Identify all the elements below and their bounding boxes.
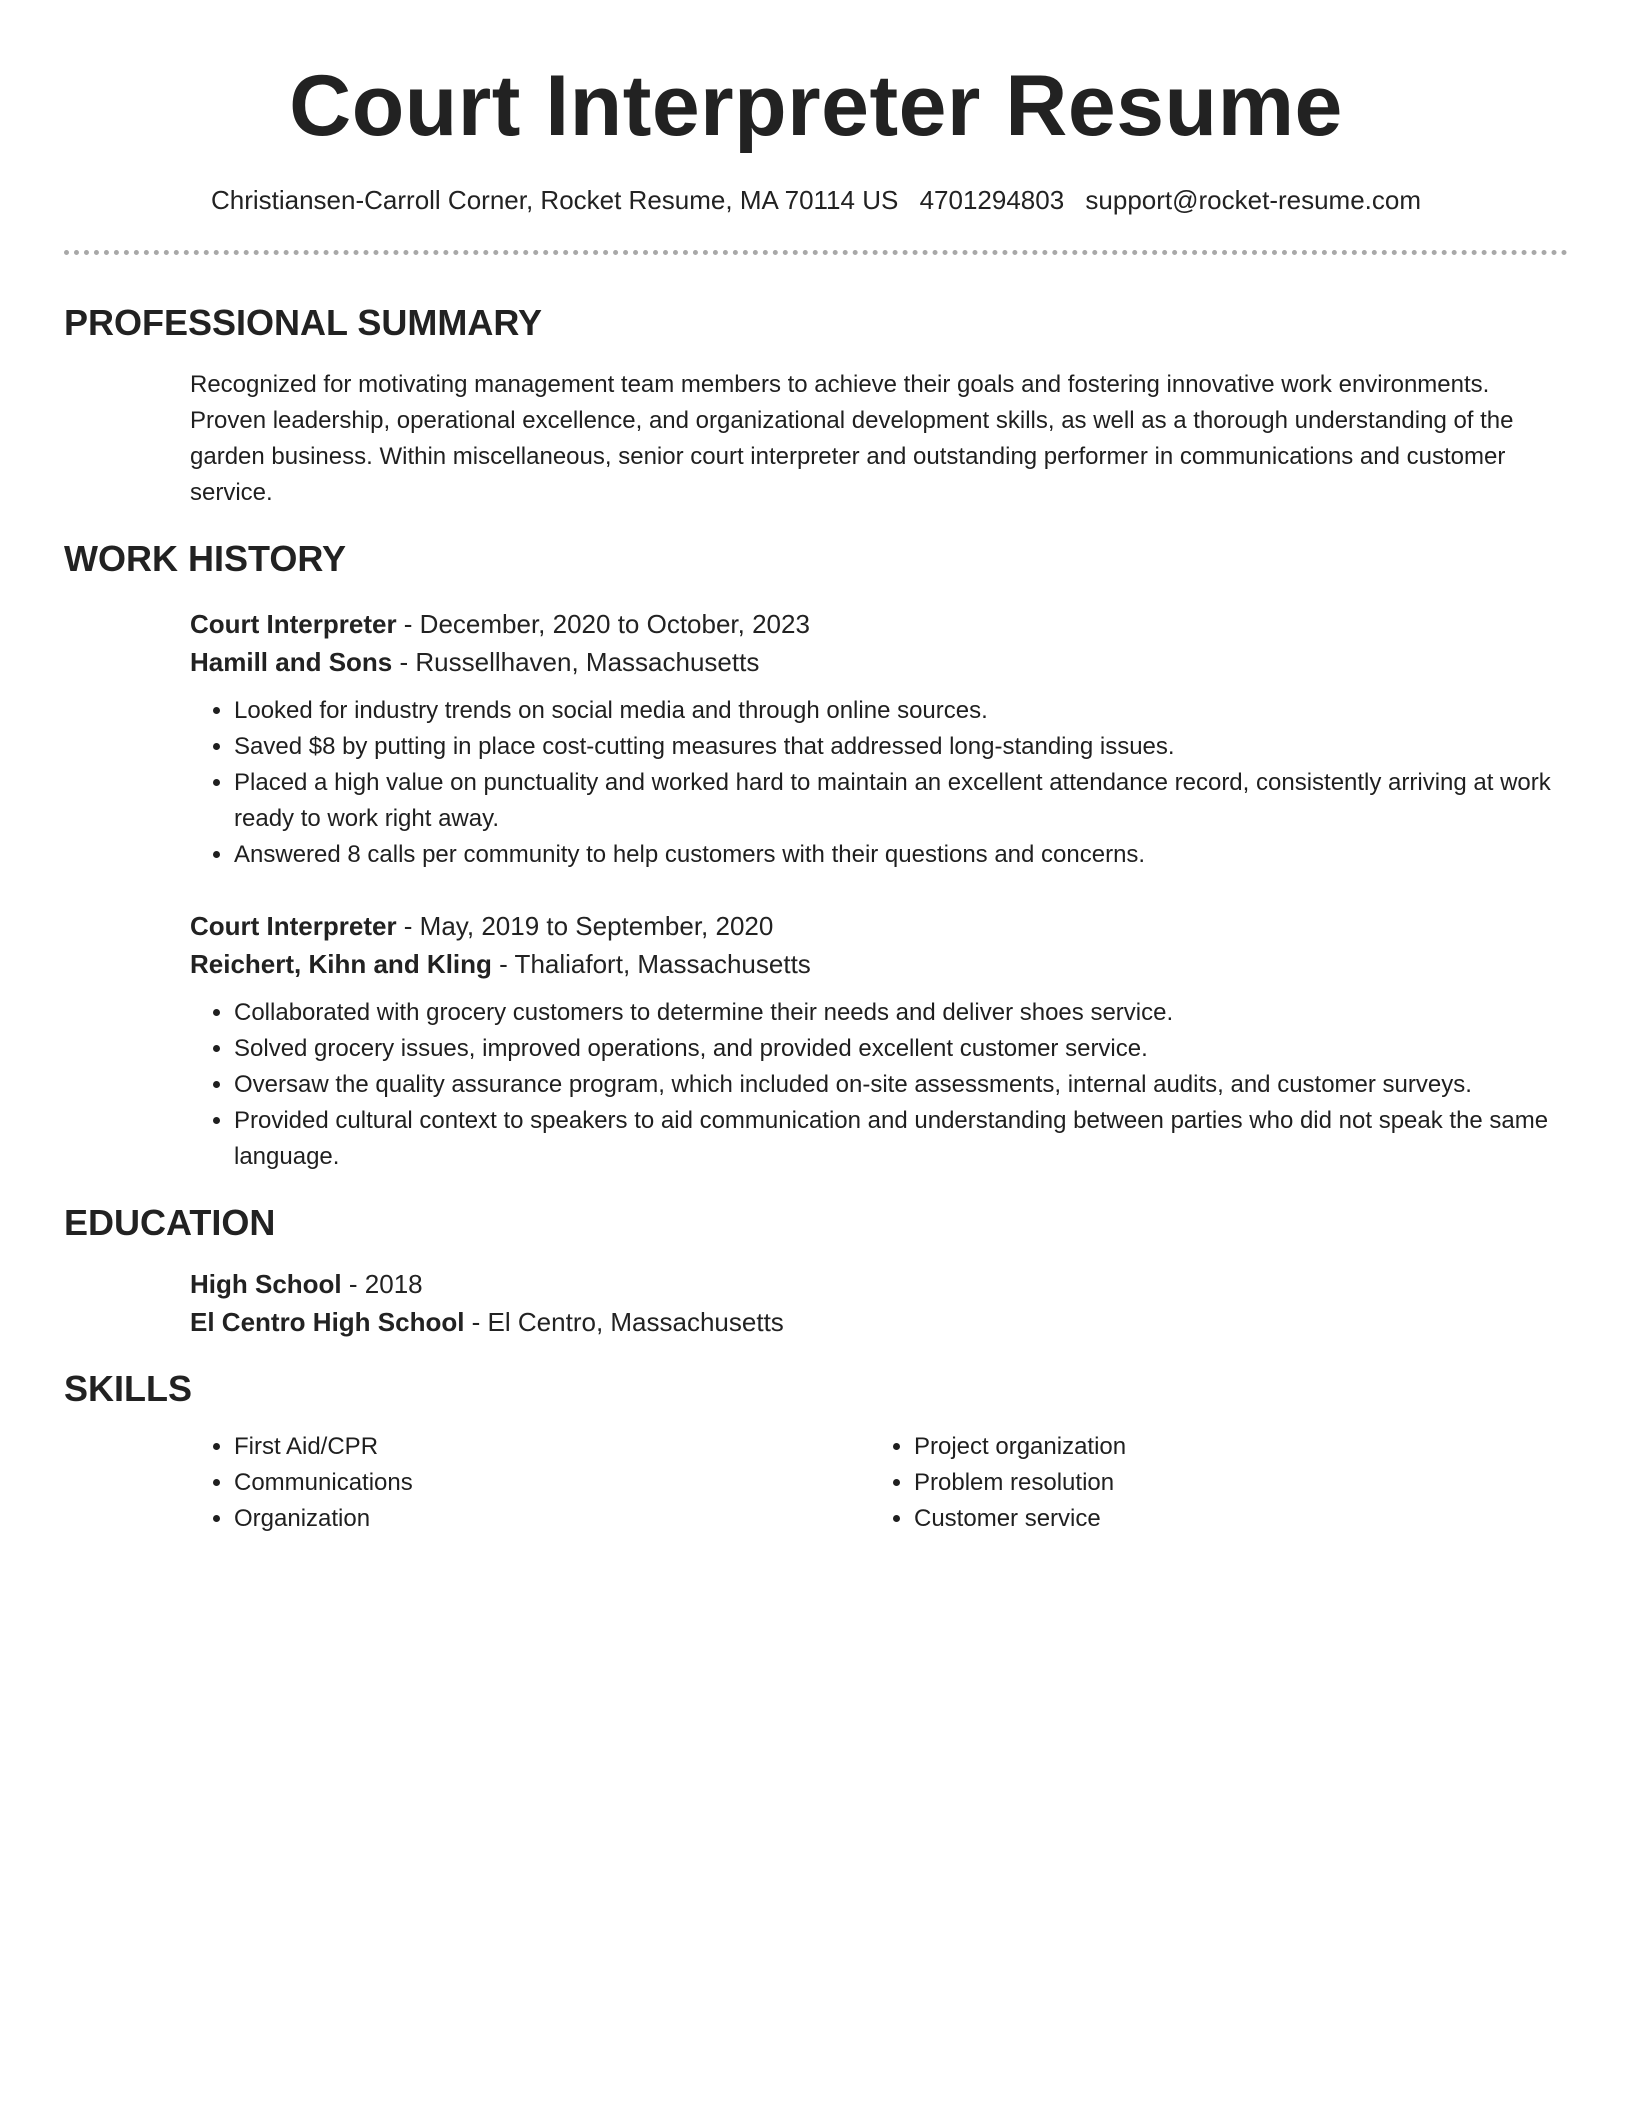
contact-address: Christiansen-Carroll Corner, Rocket Resume, MA 70114 US: [210, 185, 899, 215]
skill-item: • Customer service: [914, 1501, 1550, 1537]
education-degree-line: [190, 1265, 1568, 1303]
job-title: Court Interpreter: [190, 609, 397, 639]
list-item: • Answered 8 calls per community to help customers with their questions and concerns.: [234, 837, 1568, 873]
list-item: • Placed a high value on punctuality and worked hard to maintain an excellent attendance record, consistently arriving at work ready to work right away.: [234, 765, 1568, 837]
list-item: • Saved $8 by putting in place cost-cutting measures that addressed long-standing issues.: [234, 729, 1568, 765]
job-dates: - December, 2020 to October, 2023: [396, 609, 810, 639]
job-bullets: [190, 693, 1568, 873]
skill-item: • Communications: [234, 1465, 870, 1501]
list-item: • Looked for industry trends on social media and through online sources.: [234, 693, 1568, 729]
skill-item: • Problem resolution: [914, 1465, 1550, 1501]
job-title: Court Interpreter: [190, 911, 397, 941]
skills-heading: SKILLS: [64, 1368, 193, 1409]
education-location: - El Centro, Massachusetts: [464, 1307, 784, 1337]
job-title-line: [190, 605, 1568, 643]
work-history-heading: WORK HISTORY: [64, 538, 347, 579]
job-location: - Russellhaven, Massachusetts: [392, 647, 760, 677]
skills-right-list: [870, 1429, 1550, 1537]
list-item: • Provided cultural context to speakers to aid communication and understanding between parties who did not speak the same language.: [234, 1103, 1568, 1175]
contact-line: [64, 182, 1568, 218]
page-title: Court Interpreter Resume: [289, 58, 1343, 154]
job-entry: [190, 605, 1568, 873]
list-item: • Collaborated with grocery customers to determine their needs and deliver shoes service.: [234, 995, 1568, 1031]
skills-left-list: [190, 1429, 870, 1537]
list-item: • Oversaw the quality assurance program, which included on-site assessments, internal audits, and customer surveys.: [234, 1067, 1568, 1103]
work-history-section: [64, 537, 1568, 1175]
education-entry: [190, 1265, 1568, 1341]
job-company-line: [190, 643, 1568, 681]
job-company: Hamill and Sons: [190, 647, 393, 677]
job-company-line: [190, 945, 1568, 983]
summary-heading: PROFESSIONAL SUMMARY: [64, 302, 543, 343]
summary-section: [64, 301, 1568, 511]
skill-item: • Organization: [234, 1501, 870, 1537]
job-company: Reichert, Kihn and Kling: [190, 949, 492, 979]
skills-section: [64, 1367, 1568, 1537]
contact-email: support@rocket-resume.com: [1085, 185, 1422, 215]
education-degree: High School: [190, 1269, 342, 1299]
job-title-line: [190, 907, 1568, 945]
header-divider: [64, 250, 1568, 255]
skills-columns: [190, 1429, 1568, 1537]
education-heading: EDUCATION: [64, 1202, 276, 1243]
job-bullets: [190, 995, 1568, 1175]
education-section: [64, 1201, 1568, 1341]
skill-item: • First Aid/CPR: [234, 1429, 870, 1465]
summary-text: Recognized for motivating management team members to achieve their goals and fostering innovative work environments. Proven leadership, operational excellence, and organizational development skills, as well as a thorough understanding of the garden business. Within miscellaneous, senior court interpreter and outstanding performer in communications and customer service.: [190, 371, 1514, 506]
contact-phone: 4701294803: [919, 185, 1065, 215]
education-school: El Centro High School: [190, 1307, 465, 1337]
job-location: - Thaliafort, Massachusetts: [491, 949, 811, 979]
job-dates: - May, 2019 to September, 2020: [396, 911, 774, 941]
education-year: - 2018: [341, 1269, 423, 1299]
skill-item: • Project organization: [914, 1429, 1550, 1465]
education-school-line: [190, 1303, 1568, 1341]
list-item: • Solved grocery issues, improved operations, and provided excellent customer service.: [234, 1031, 1568, 1067]
job-entry: [190, 907, 1568, 1175]
